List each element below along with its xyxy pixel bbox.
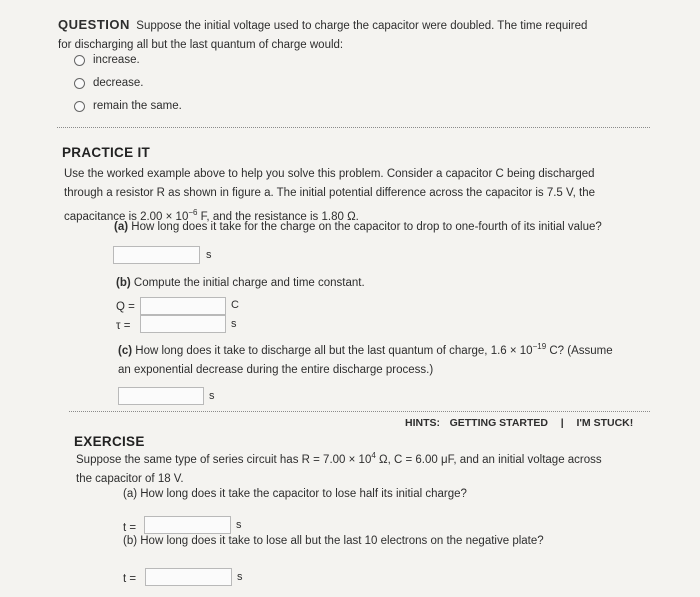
part-a-label: (a) (114, 221, 129, 233)
hints-bar (405, 417, 633, 429)
question-text-line2: for discharging all but the last quantum of charge would: (58, 39, 344, 51)
practice-part-a-unit: s (206, 249, 212, 261)
exercise-part-a-var: t = (123, 522, 137, 534)
option-decrease[interactable] (74, 77, 144, 89)
hints-label: HINTS: (405, 417, 440, 429)
practice-part-a-input[interactable] (113, 246, 200, 264)
exercise-part-a-input[interactable] (144, 516, 231, 534)
radio-remain-same[interactable] (74, 101, 85, 112)
practice-part-c-unit: s (209, 390, 215, 402)
tau-input[interactable] (140, 315, 226, 333)
part-c-label: (c) (118, 344, 133, 357)
practice-intro-line3a: capacitance is 2.00 × 10 (64, 210, 189, 223)
im-stuck-link[interactable]: I'M STUCK! (576, 417, 634, 429)
part-b-label: (b) (116, 277, 131, 289)
question-label: QUESTION (58, 17, 130, 32)
exercise-part-a-unit: s (236, 519, 242, 531)
part-b-text: Compute the initial charge and time constant. (133, 277, 365, 289)
practice-intro-line1: Use the worked example above to help you solve this problem. Consider a capacitor C being discharged (64, 168, 595, 180)
part-c-text-b: C? (Assume (546, 344, 613, 357)
hints-separator: | (560, 417, 564, 429)
exercise-part-a-text: (a) How long does it take the capacitor to lose half its initial charge? (123, 488, 467, 500)
question-block (58, 15, 658, 55)
exercise-intro-exp: 4 (371, 451, 376, 460)
q-unit: C (231, 299, 239, 311)
exercise-part-b-var: t = (123, 573, 137, 585)
tau-label: τ = (116, 320, 131, 332)
part-c-text-a: How long does it take to discharge all but the last quantum of charge, 1.6 × 10 (135, 344, 533, 357)
radio-decrease[interactable] (74, 78, 85, 89)
exercise-part-b-unit: s (237, 571, 243, 583)
practice-intro (64, 165, 664, 227)
part-a-text: How long does it take for the charge on the capacitor to drop to one-fourth of its initial value? (131, 221, 602, 233)
q-label: Q = (116, 301, 135, 313)
practice-part-a-question (114, 221, 602, 233)
part-c-exp: −19 (532, 342, 547, 351)
practice-intro-exp: −6 (188, 208, 198, 217)
exercise-part-b-input[interactable] (145, 568, 232, 586)
option-remain-same[interactable] (74, 100, 182, 112)
practice-part-c-input[interactable] (118, 387, 204, 405)
practice-part-c-question (118, 337, 678, 380)
radio-increase[interactable] (74, 55, 85, 66)
option-label: increase. (93, 54, 140, 66)
practice-intro-line3b: F, and the resistance is 1.80 Ω. (197, 210, 359, 223)
exercise-part-b-text: (b) How long does it take to lose all but the last 10 electrons on the negative plate? (123, 535, 544, 547)
divider (57, 127, 650, 128)
exercise-intro (76, 446, 666, 489)
exercise-intro-b: Ω, C = 6.00 μF, and an initial voltage across (375, 453, 602, 466)
tau-unit: s (231, 318, 237, 330)
exercise-title: EXERCISE (74, 434, 145, 449)
practice-title: PRACTICE IT (62, 145, 151, 160)
practice-intro-line2: through a resistor R as shown in figure a. The initial potential difference across the capacitor is 7.5 V, the (64, 187, 596, 199)
part-c-line2: an exponential decrease during the entire discharge process.) (118, 363, 434, 376)
getting-started-link[interactable]: GETTING STARTED (449, 417, 548, 429)
option-label: decrease. (93, 77, 144, 89)
option-label: remain the same. (93, 100, 182, 112)
exercise-intro-line2: the capacitor of 18 V. (76, 472, 184, 485)
q-input[interactable] (140, 297, 226, 315)
divider (69, 411, 650, 412)
practice-part-b-question (116, 277, 365, 289)
option-increase[interactable] (74, 54, 140, 66)
question-text-line1: Suppose the initial voltage used to charge the capacitor were doubled. The time required (136, 20, 588, 32)
exercise-intro-a: Suppose the same type of series circuit has R = 7.00 × 10 (76, 453, 372, 466)
